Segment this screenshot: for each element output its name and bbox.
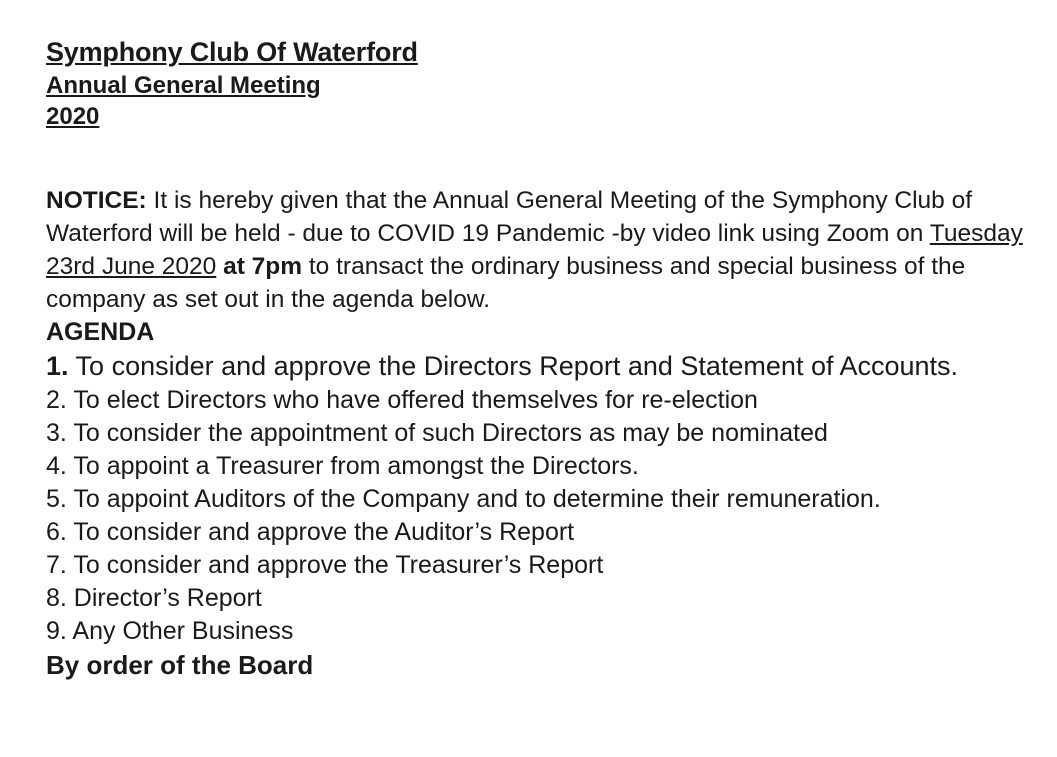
agenda-item-6: 6. To consider and approve the Auditor’s Report [46, 518, 575, 546]
agenda-item-9: 9. Any Other Business [46, 617, 294, 645]
meeting-title: Annual General Meeting [46, 72, 321, 99]
document [46, 36, 1046, 682]
club-title: Symphony Club Of Waterford [46, 37, 418, 67]
notice-text-intro: It is hereby given that the Annual General Meeting of the Symphony Club of Waterford will be held - due to COVID 19 Pandemic -by video link using Zoom on [46, 187, 973, 247]
agenda-item-7: 7. To consider and approve the Treasurer’s Report [46, 551, 604, 579]
agenda-item-1-number: 1. [46, 351, 69, 381]
closing-signoff: By order of the Board [46, 650, 314, 680]
notice-text-closing: to transact the ordinary business and special business of the company as set out in the agenda below. [46, 253, 966, 313]
agenda-item-1 [46, 349, 1046, 384]
notice-paragraph [46, 184, 1046, 316]
notice-label: NOTICE: [46, 187, 147, 214]
agenda-item-1-text: To consider and approve the Directors Report and Statement of Accounts. [68, 351, 959, 381]
meeting-year: 2020 [46, 103, 100, 130]
agenda-heading: AGENDA [46, 318, 155, 346]
agenda-item-5: 5. To appoint Auditors of the Company and to determine their remuneration. [46, 485, 881, 513]
agenda-item-4: 4. To appoint a Treasurer from amongst the Directors. [46, 452, 639, 480]
meeting-date: Tuesday 23rd June 2020 [46, 220, 1023, 280]
agenda-item-8: 8. Director’s Report [46, 584, 262, 612]
agenda-item-3: 3. To consider the appointment of such Directors as may be nominated [46, 419, 828, 447]
agenda-item-2: 2. To elect Directors who have offered themselves for re-election [46, 386, 758, 414]
meeting-time: at 7pm [216, 253, 303, 280]
